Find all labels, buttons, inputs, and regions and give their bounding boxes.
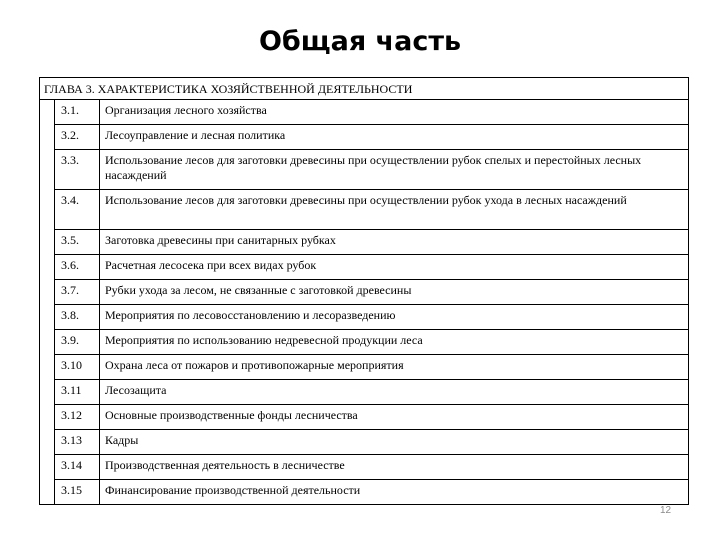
indent-cell	[40, 150, 55, 190]
indent-cell	[40, 380, 55, 405]
section-title: Организация лесного хозяйства	[100, 100, 689, 125]
table-row	[40, 280, 689, 305]
table-row	[40, 100, 689, 125]
section-number: 3.15	[55, 480, 100, 505]
table-row	[40, 405, 689, 430]
section-number: 3.6.	[55, 255, 100, 280]
section-title: Производственная деятельность в лесничестве	[100, 455, 689, 480]
section-number: 3.3.	[55, 150, 100, 190]
section-number: 3.10	[55, 355, 100, 380]
indent-cell	[40, 480, 55, 505]
section-title: Финансирование производственной деятельности	[100, 480, 689, 505]
indent-cell	[40, 255, 55, 280]
table-row	[40, 150, 689, 190]
indent-cell	[40, 230, 55, 255]
section-number: 3.4.	[55, 190, 100, 230]
section-title: Использование лесов для заготовки древесины при осуществлении рубок ухода в лесных насаждений	[100, 190, 689, 230]
section-number: 3.5.	[55, 230, 100, 255]
section-number: 3.11	[55, 380, 100, 405]
indent-cell	[40, 280, 55, 305]
section-title: Охрана леса от пожаров и противопожарные мероприятия	[100, 355, 689, 380]
indent-cell	[40, 330, 55, 355]
section-title: Заготовка древесины при санитарных рубках	[100, 230, 689, 255]
table-row	[40, 305, 689, 330]
indent-cell	[40, 125, 55, 150]
indent-cell	[40, 305, 55, 330]
table-row	[40, 230, 689, 255]
table-row	[40, 125, 689, 150]
section-title: Мероприятия по лесовосстановлению и лесоразведению	[100, 305, 689, 330]
table-row	[40, 380, 689, 405]
indent-cell	[40, 430, 55, 455]
section-number: 3.8.	[55, 305, 100, 330]
section-number: 3.12	[55, 405, 100, 430]
indent-cell	[40, 100, 55, 125]
table-row	[40, 480, 689, 505]
slide-title: Общая часть	[258, 26, 462, 57]
section-title: Лесозащита	[100, 380, 689, 405]
section-title: Расчетная лесосека при всех видах рубок	[100, 255, 689, 280]
section-number: 3.2.	[55, 125, 100, 150]
section-title: Использование лесов для заготовки древесины при осуществлении рубок спелых и перестойных лесных насаждений	[100, 150, 689, 190]
table-row	[40, 190, 689, 230]
section-number: 3.1.	[55, 100, 100, 125]
section-number: 3.13	[55, 430, 100, 455]
table-row	[40, 255, 689, 280]
indent-cell	[40, 190, 55, 230]
section-title: Лесоуправление и лесная политика	[100, 125, 689, 150]
table-row	[40, 455, 689, 480]
section-number: 3.9.	[55, 330, 100, 355]
indent-cell	[40, 455, 55, 480]
chapter-heading: ГЛАВА 3. ХАРАКТЕРИСТИКА ХОЗЯЙСТВЕННОЙ ДЕЯТЕЛЬНОСТИ	[40, 78, 689, 100]
section-title: Рубки ухода за лесом, не связанные с заготовкой древесины	[100, 280, 689, 305]
page-number: 12	[660, 505, 672, 516]
contents-table	[39, 77, 689, 505]
chapter-row	[40, 78, 689, 100]
table-row	[40, 330, 689, 355]
indent-cell	[40, 355, 55, 380]
section-number: 3.14	[55, 455, 100, 480]
section-number: 3.7.	[55, 280, 100, 305]
section-title: Мероприятия по использованию недревесной продукции леса	[100, 330, 689, 355]
table-row	[40, 355, 689, 380]
section-title: Кадры	[100, 430, 689, 455]
indent-cell	[40, 405, 55, 430]
section-title: Основные производственные фонды лесничества	[100, 405, 689, 430]
table-row	[40, 430, 689, 455]
